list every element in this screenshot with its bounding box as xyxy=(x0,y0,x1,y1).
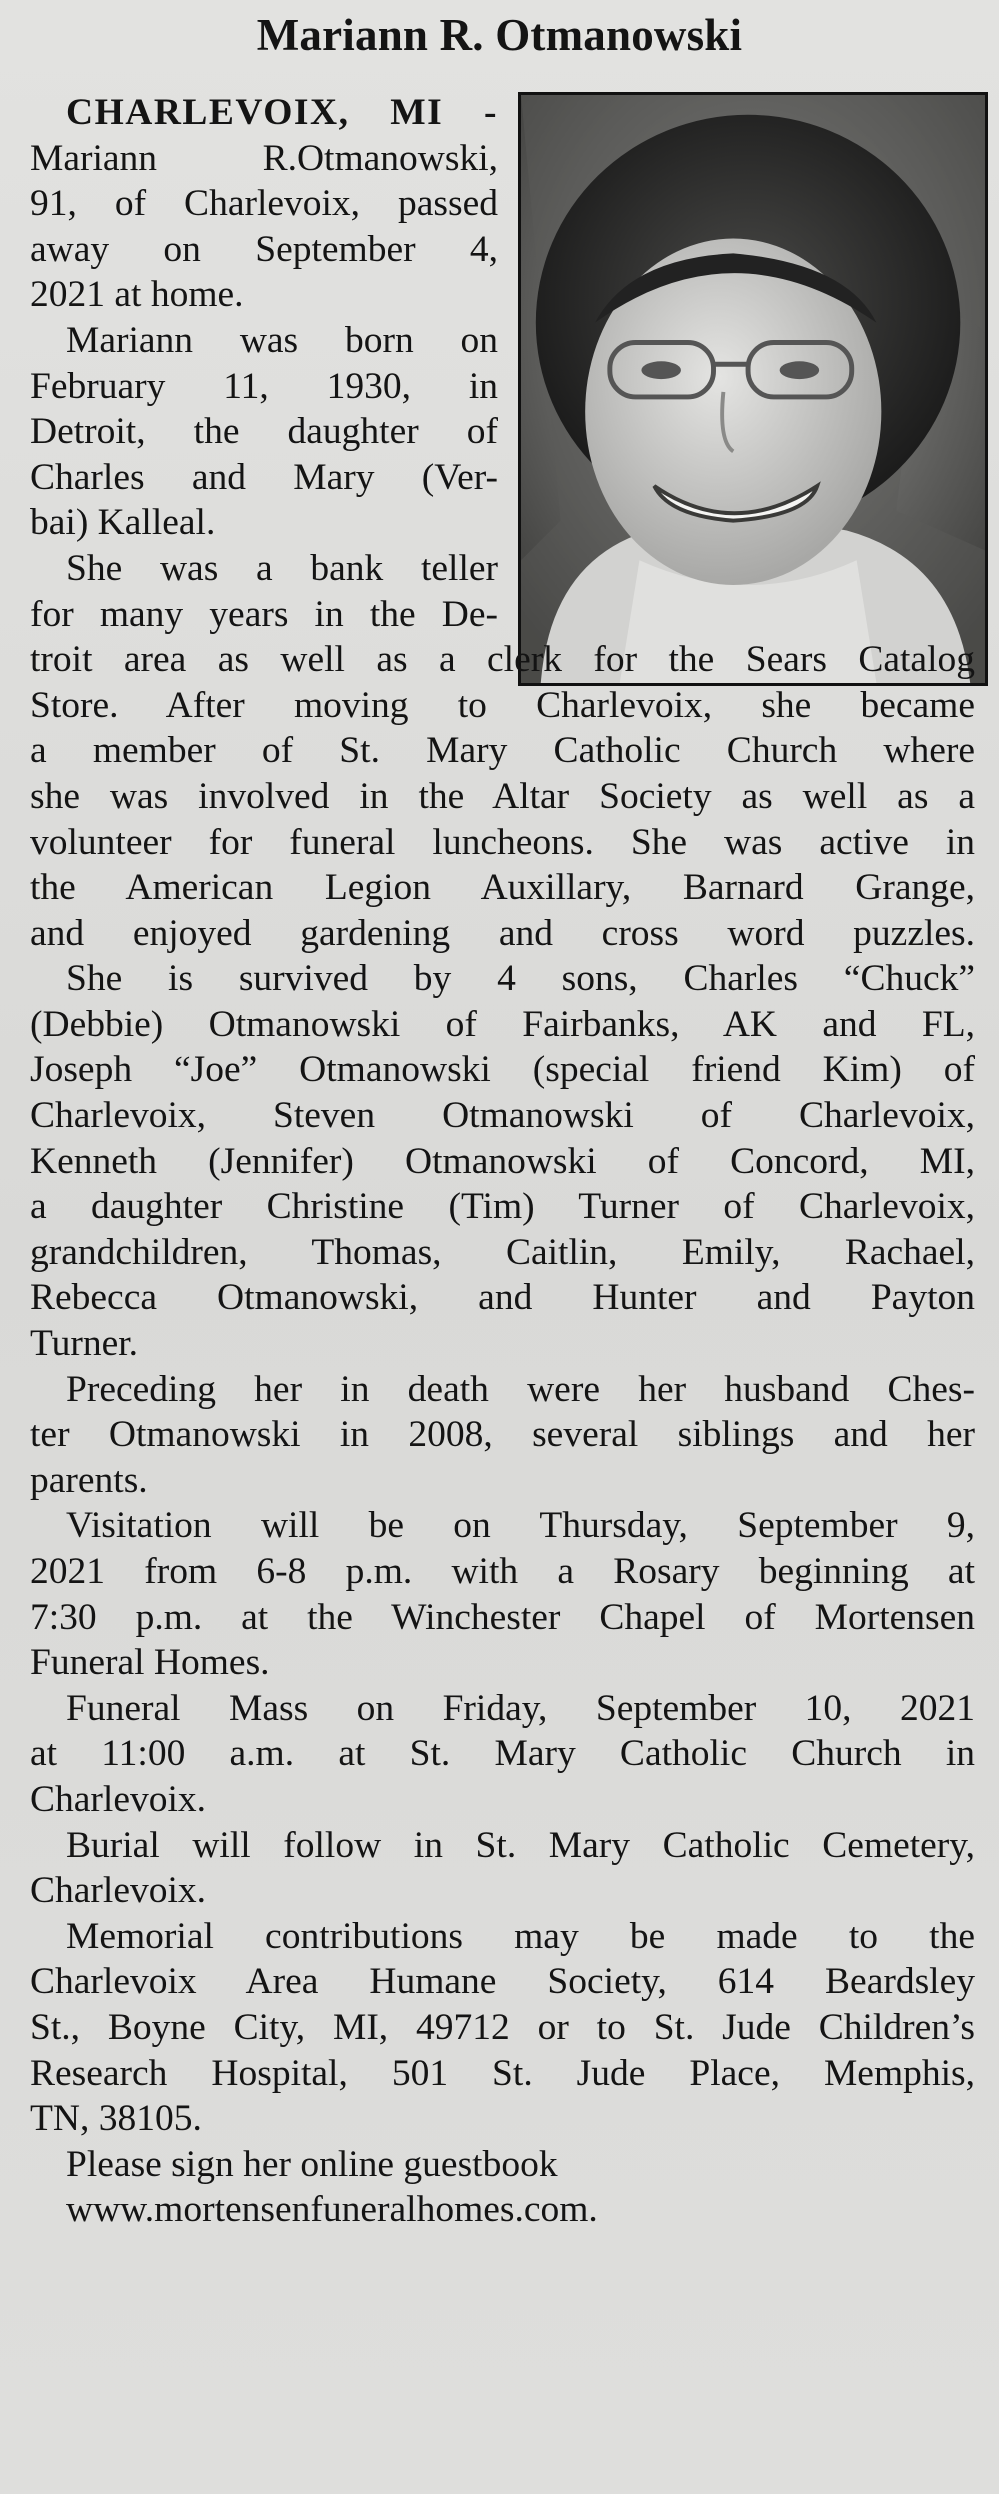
body-line: Preceding her in death were her husband Ches- xyxy=(66,1368,975,1410)
body-line: a daughter Christine (Tim) Turner of Charlevoix, xyxy=(30,1186,975,1228)
body-line: TN, 38105. xyxy=(30,2098,202,2140)
body-line: Kenneth (Jennifer) Otmanowski of Concord, MI, xyxy=(30,1140,975,1182)
body-line: She is survived by 4 sons, Charles “Chuck” xyxy=(66,958,975,1000)
body-line: Turner. xyxy=(30,1323,139,1365)
body-line: for many years in the De- xyxy=(30,593,498,635)
body-line: volunteer for funeral luncheons. She was active in xyxy=(30,821,975,863)
body-line: Store. After moving to Charlevoix, she became xyxy=(30,684,975,726)
body-line: Charles and Mary (Ver- xyxy=(30,456,498,498)
body-line: 2021 from 6-8 p.m. with a Rosary beginning at xyxy=(30,1551,975,1592)
body-line: Charlevoix. xyxy=(30,1870,207,1912)
body-line: 91, of Charlevoix, passed xyxy=(30,183,498,225)
body-line: She was a bank teller xyxy=(66,547,498,589)
body-line: Funeral Mass on Friday, September 10, 2021 xyxy=(66,1687,975,1729)
body-line: Rebecca Otmanowski, and Hunter and Payton xyxy=(30,1277,975,1319)
body-line: Mariann was born on xyxy=(66,319,498,361)
body-line: troit area as well as a clerk for the Sears Catalog xyxy=(30,639,975,681)
body-line: St., Boyne City, MI, 49712 or to St. Jude Children’s xyxy=(30,2006,975,2048)
body-line: a member of St. Mary Catholic Church where xyxy=(30,730,975,772)
guestbook-url[interactable]: www.mortensenfuneralhomes.com. xyxy=(66,2189,598,2231)
body-line: Charlevoix Area Humane Society, 614 Beardsley xyxy=(30,1961,975,2003)
body-line: Joseph “Joe” Otmanowski (special friend Kim) of xyxy=(30,1049,975,1091)
guestbook-line: Please sign her online guestbook xyxy=(66,2143,558,2185)
body-line: Funeral Homes. xyxy=(30,1642,270,1684)
body-line: and enjoyed gardening and cross word puzzles. xyxy=(30,912,975,954)
body-line: 7:30 p.m. at the Winchester Chapel of Mortensen xyxy=(30,1596,975,1638)
body-line: Research Hospital, 501 St. Jude Place, Memphis, xyxy=(30,2052,975,2094)
body-line: at 11:00 a.m. at St. Mary Catholic Church in xyxy=(30,1733,975,1775)
obituary-body xyxy=(30,90,975,2233)
body-line: Memorial contributions may be made to the xyxy=(66,1915,975,1957)
body-line: away on September 4, xyxy=(30,228,498,270)
body-line: 2021 at home. xyxy=(30,274,244,316)
body-line: February 11, 1930, in xyxy=(30,365,498,407)
body-line: ter Otmanowski in 2008, several siblings and her xyxy=(30,1414,975,1456)
body-line: the American Legion Auxillary, Barnard Grange, xyxy=(30,867,975,909)
body-line: Visitation will be on Thursday, September 9, xyxy=(66,1505,975,1547)
body-line: bai) Kalleal. xyxy=(30,502,216,544)
body-line: (Debbie) Otmanowski of Fairbanks, AK and FL, xyxy=(30,1003,975,1045)
body-line: Charlevoix, Steven Otmanowski of Charlevoix, xyxy=(30,1095,975,1137)
body-line: Burial will follow in St. Mary Catholic Cemetery, xyxy=(66,1824,975,1866)
body-line: Mariann R.Otmanowski, xyxy=(30,137,498,179)
body-line: Detroit, the daughter of xyxy=(30,411,498,453)
dateline: CHARLEVOIX, MI - xyxy=(66,92,498,133)
body-line: Charlevoix. xyxy=(30,1778,207,1820)
obituary-headline: Mariann R. Otmanowski xyxy=(256,10,743,60)
body-line: grandchildren, Thomas, Caitlin, Emily, Rachael, xyxy=(30,1231,975,1273)
body-line: she was involved in the Altar Society as well as a xyxy=(30,775,975,817)
body-line: parents. xyxy=(30,1459,148,1501)
